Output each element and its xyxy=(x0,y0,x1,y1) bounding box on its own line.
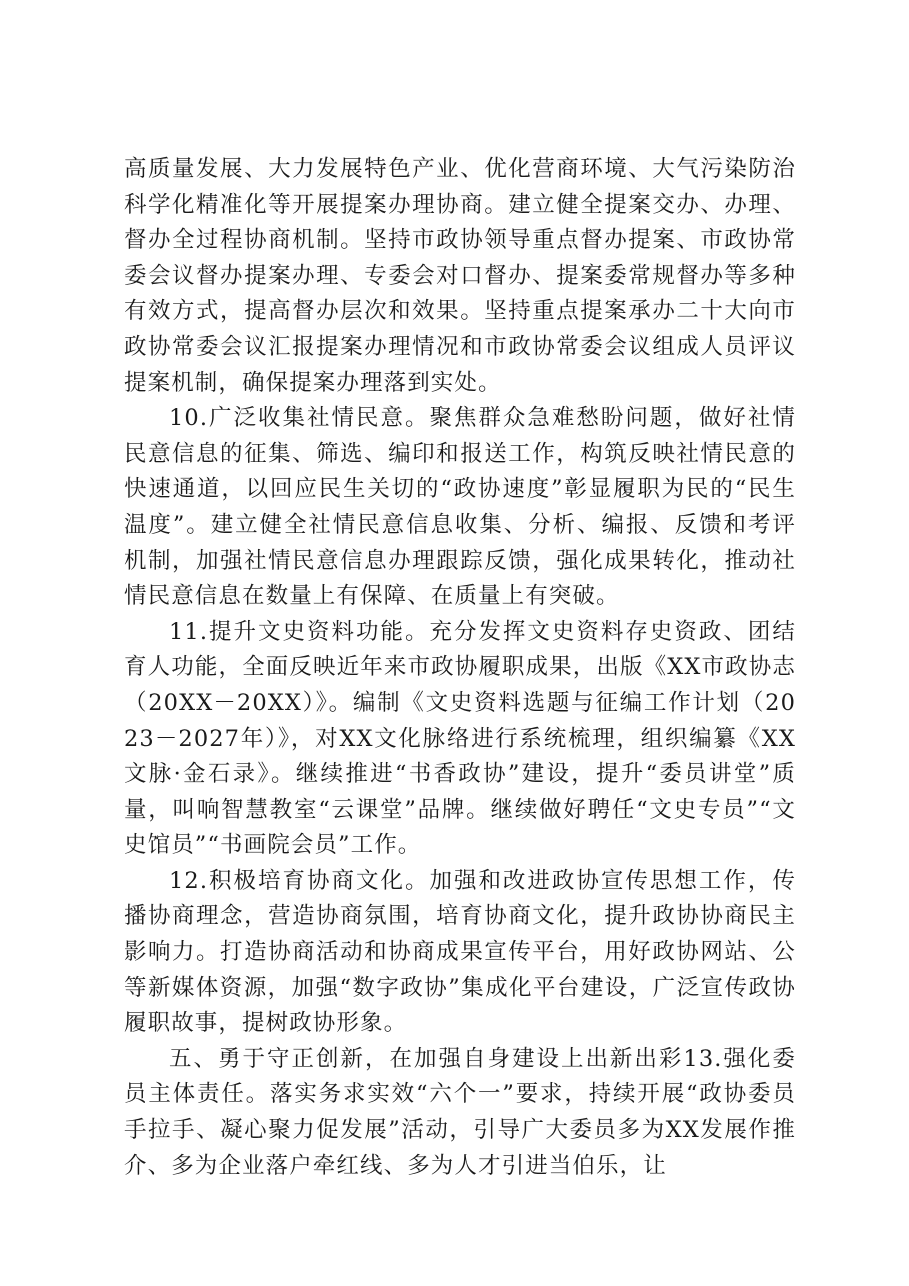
document-body xyxy=(124,152,796,1184)
paragraph-item-11-cultural-history: 11.提升文史资料功能。充分发挥文史资料存史资政、团结育人功能，全面反映近年来市政协履职成果，出版《XX市政协志（20XX－20XX）》。编制《文史资料选题与征编工作计划（2023－2027年）》，对XX文化脉络进行系统梳理，组织编纂《XX文脉·金石录》。继续推进“书香政协”建设，提升“委员讲堂”质量，叫响智慧教室“云课堂”品牌。继续做好聘任“文史专员”“文史馆员”“书画院会员”工作。 xyxy=(124,618,796,859)
paragraph-item-12-consultation-culture: 12.积极培育协商文化。加强和改进政协宣传思想工作，传播协商理念，营造协商氛围，培育协商文化，提升政协协商民主影响力。打造协商活动和协商成果宣传平台，用好政协网站、公等新媒体资源，加强“数字政协”集成化平台建设，广泛宣传政协履职故事，提树政协形象。 xyxy=(124,867,796,1037)
paragraph-proposal-handling: 高质量发展、大力发展特色产业、优化营商环境、大气污染防治科学化精准化等开展提案办理协商。建立健全提案交办、办理、督办全过程协商机制。坚持市政协领导重点督办提案、市政协常委会议督办提案办理、专委会对口督办、提案委常规督办等多种有效方式，提高督办层次和效果。坚持重点提案承办二十大向市政协常委会议汇报提案办理情况和市政协常委会议组成人员评议提案机制，确保提案办理落到实处。 xyxy=(124,156,796,396)
paragraph-section-5-self-building: 五、勇于守正创新，在加强自身建设上出新出彩13.强化委员主体责任。落实务求实效“六个一”要求，持续开展“政协委员手拉手、凝心聚力促发展”活动，引导广大委员多为XX发展作推介、多为企业落户牵红线、多为人才引进当伯乐，让 xyxy=(124,1045,796,1179)
paragraph-item-10-public-opinion: 10.广泛收集社情民意。聚焦群众急难愁盼问题，做好社情民意信息的征集、筛选、编印和报送工作，构筑反映社情民意的快速通道，以回应民生关切的“政协速度”彰显履职为民的“民生温度”。建立健全社情民意信息收集、分析、编报、反馈和考评机制，加强社情民意信息办理跟踪反馈，强化成果转化，推动社情民意信息在数量上有保障、在质量上有突破。 xyxy=(124,405,796,610)
